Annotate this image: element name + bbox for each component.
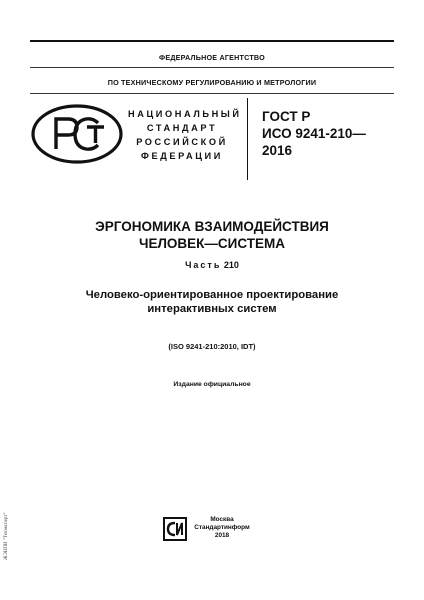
part-label: Часть [185,260,222,270]
standard-designation [262,108,392,159]
standartinform-logo-icon [163,517,187,541]
emblem-text: РСТ [77,163,79,164]
vertical-divider [247,98,248,180]
national-standard-line4: ФЕДЕРАЦИИ [141,151,223,161]
iso-reference: (ISO 9241-210:2010, IDT) [168,342,256,351]
national-standard-line1: НАЦИОНАЛЬНЫЙ [128,109,242,119]
title-line2: ЧЕЛОВЕК—СИСТЕМА [138,236,286,251]
publisher-city: Москва [210,516,234,523]
national-standard-label [128,107,242,163]
part-number [30,260,394,270]
document-subtitle [30,288,394,316]
publisher-name: Стандартинформ [194,524,250,531]
publisher-info [192,516,252,540]
subtitle-line2: интерактивных систем [147,303,277,315]
designation-line2: ИСО 9241-210— [262,126,366,141]
designation-line3: 2016 [262,143,293,158]
national-standard-line3: РОССИЙСКОЙ [136,137,228,147]
agency-subtitle: ПО ТЕХНИЧЕСКОМУ РЕГУЛИРОВАНИЮ И МЕТРОЛОГИИ [107,78,317,87]
publication-year: 2018 [214,532,230,539]
part-value: 210 [223,260,239,270]
agency-divider [30,67,394,68]
national-standard-line2: СТАНДАРТ [146,123,218,133]
gost-r-emblem-icon [30,103,124,165]
title-line1: ЭРГОНОМИКА ВЗАИМОДЕЙСТВИЯ [95,219,329,234]
publisher-logo-text: СИ [175,540,177,541]
top-rule [30,40,394,42]
designation-line1: ГОСТ Р [262,109,311,124]
agency-name: ФЕДЕРАЛЬНОЕ АГЕНТСТВО [159,53,265,62]
side-watermark-text: ЖЭНПИ "Техэксперт" [4,512,9,560]
edition-label: Издание официальное [173,381,251,388]
header-divider [30,93,394,94]
document-title [30,218,394,252]
subtitle-line1: Человеко-ориентированное проектирование [85,289,339,301]
